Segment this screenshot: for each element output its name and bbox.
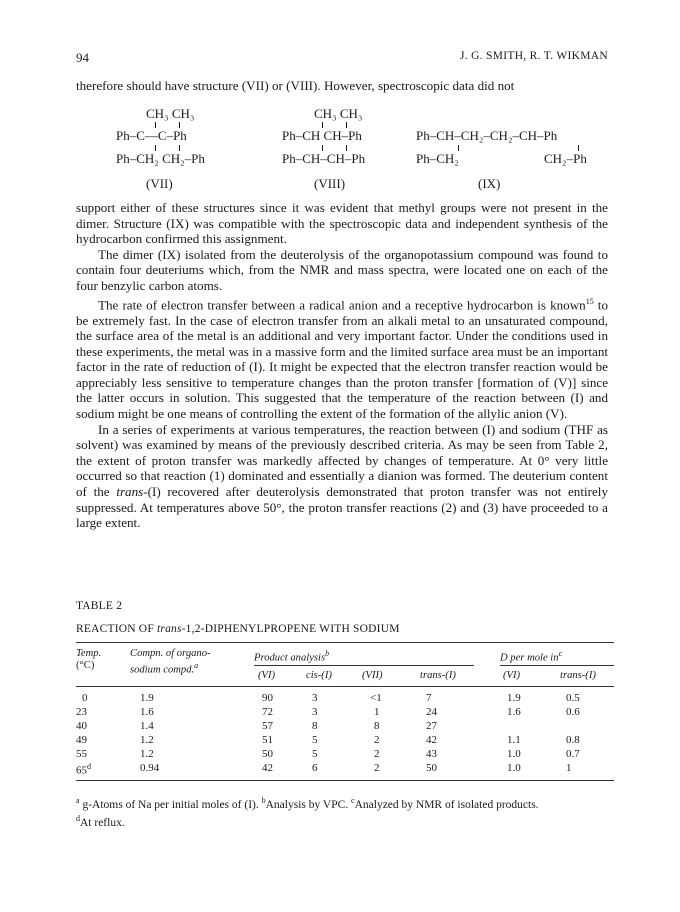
formula-vii-line-2: Ph–CH₂ CH₂–Ph bbox=[116, 151, 205, 166]
header-compn-2-text: sodium compd. bbox=[130, 664, 195, 676]
cell-temp: 55 bbox=[76, 748, 87, 760]
paragraph-4-text-a: In a series of experiments at various temperatures, the reaction between (I) and sodium (THF as solvent) was examined by means of the previously described criteria. As may be seen from Table 2, the extent of proton transfer was markedly affected by changes of temperature. At 0° very little occurred so that reaction (1) dominated and essentially a dianion was formed. The deuterium content of the bbox=[76, 421, 608, 500]
page-header bbox=[76, 50, 608, 68]
formula-viii-line-1: Ph–CH CH–Ph bbox=[282, 128, 362, 143]
cell-compn: 1.2 bbox=[140, 734, 154, 746]
formula-ix-line-1: Ph–CH–CH₂–CH₂–CH–Ph bbox=[416, 128, 558, 143]
table-top-rule bbox=[76, 642, 614, 643]
cell-temp: 40 bbox=[76, 720, 87, 732]
page-number: 94 bbox=[76, 50, 89, 65]
paragraph-4-trans: trans- bbox=[116, 484, 148, 500]
cell-trans: 50 bbox=[426, 762, 437, 774]
paragraph-1: support either of these structures since it was evident that methyl groups were not present in the dimer. Structure (IX) was compatible with the spectroscopic data and independent synthesis of the hydrocarbon confirmed this assignment. bbox=[76, 200, 608, 247]
d-subrule bbox=[500, 665, 614, 666]
footnote-c: Analyzed by NMR of isolated products. bbox=[354, 798, 539, 811]
footnote-a: g-Atoms of Na per initial moles of (I). bbox=[79, 798, 262, 811]
cell-d-trans: 0.7 bbox=[566, 748, 580, 760]
cell-vi: 57 bbox=[262, 720, 273, 732]
header-d-vi: (VI) bbox=[503, 670, 521, 681]
header-compn-1: Compn. of organo- bbox=[130, 648, 211, 659]
formula-vii-methyls: CH₃ CH₃ bbox=[146, 106, 195, 121]
header-d-footnote: c bbox=[558, 649, 563, 658]
cell-temp: 0 bbox=[82, 692, 88, 704]
cell-d-vi: 1.0 bbox=[507, 748, 521, 760]
cell-cis: 5 bbox=[312, 748, 318, 760]
cell-trans: 42 bbox=[426, 734, 437, 746]
header-temp: Temp. bbox=[76, 648, 102, 659]
cell-trans: 27 bbox=[426, 720, 437, 732]
cell-vi: 72 bbox=[262, 706, 273, 718]
cell-vii: 1 bbox=[374, 706, 380, 718]
cell-compn: 1.9 bbox=[140, 692, 154, 704]
product-subrule bbox=[254, 665, 474, 666]
cell-d-trans: 0.5 bbox=[566, 692, 580, 704]
cell-vi: 50 bbox=[262, 748, 273, 760]
cell-d-vi: 1.6 bbox=[507, 706, 521, 718]
cell-compn: 1.6 bbox=[140, 706, 154, 718]
footnote-c-mark: c bbox=[351, 796, 355, 805]
table-footnotes bbox=[76, 794, 616, 830]
paragraph-3-text-a: The rate of electron transfer between a radical anion and a receptive hydrocarbon is known bbox=[98, 296, 586, 312]
cell-cis: 6 bbox=[312, 762, 318, 774]
cell-temp: 49 bbox=[76, 734, 87, 746]
cell-d-trans: 1 bbox=[566, 762, 572, 774]
cell-vii: <1 bbox=[370, 692, 382, 704]
table-caption-b: -1,2-DIPHENYLPROPENE WITH SODIUM bbox=[181, 623, 400, 635]
cell-vii: 2 bbox=[374, 734, 380, 746]
paragraph-4 bbox=[76, 422, 608, 531]
table-number: TABLE 2 bbox=[76, 600, 123, 612]
structural-formulas bbox=[76, 104, 608, 200]
cell-trans: 43 bbox=[426, 748, 437, 760]
main-text bbox=[76, 200, 608, 531]
cell-cis: 8 bbox=[312, 720, 318, 732]
cell-compn: 1.4 bbox=[140, 720, 154, 732]
header-d-per-mole bbox=[500, 648, 562, 665]
table-header-rule bbox=[76, 686, 614, 687]
footnote-a-mark: a bbox=[76, 796, 80, 805]
cell-compn: 1.2 bbox=[140, 748, 154, 760]
header-product-text: Product analysis bbox=[254, 652, 326, 664]
formula-viii-line-2: Ph–CH–CH–Ph bbox=[282, 151, 366, 166]
cell-trans: 24 bbox=[426, 706, 437, 718]
cell-cis: 5 bbox=[312, 734, 318, 746]
table-caption-trans: trans bbox=[157, 623, 182, 635]
footnote-b: Analysis by VPC. bbox=[265, 798, 352, 811]
cell-cis: 3 bbox=[312, 706, 318, 718]
paragraph-intro bbox=[76, 78, 608, 94]
table-caption bbox=[76, 623, 400, 635]
footnote-b-mark: b bbox=[261, 796, 266, 805]
paragraph-3-text-b: to be extremely fast. In the case of electron transfer from an alkali metal to an unsaturated compound, the surface area of the metal is an additional and very important factor. Under the conditions used in these experiments, the metal was in a massive form and the limited surface area must be an important factor in the rate of reduction of (I). It might be expected that the electron transfer reaction would be appreciably less sensitive to temperature changes than the proton transfer [formation of (V)] since the latter occurs in solution. This suggested that the temperature of the reaction between (I) and sodium might be one means of controlling the extent of the formation of the allylic anion (V). bbox=[76, 296, 608, 422]
formula-viii-methyls: CH₃ CH₃ bbox=[314, 106, 363, 121]
cell-trans: 7 bbox=[426, 692, 432, 704]
cell-d-vi: 1.0 bbox=[507, 762, 521, 774]
paragraph-2: The dimer (IX) isolated from the deuterolysis of the organopotassium compound was found to contain four deuteriums which, from the NMR and mass spectra, were located one on each of the four benzylic carbon atoms. bbox=[76, 246, 608, 293]
footnote-d-mark: d bbox=[76, 813, 80, 823]
formula-viii-label: (VIII) bbox=[314, 176, 346, 191]
formula-vii-label: (VII) bbox=[146, 176, 173, 191]
paragraph-3 bbox=[76, 294, 608, 422]
formula-ix-line-2b: CH₂–Ph bbox=[544, 151, 587, 166]
cell-temp-value: 65 bbox=[76, 764, 87, 777]
formula-vii-line-1: Ph–C—C–Ph bbox=[116, 128, 187, 143]
cell-d-trans: 0.8 bbox=[566, 734, 580, 746]
running-head: J. G. SMITH, R. T. WIKMAN bbox=[459, 50, 608, 62]
cell-temp bbox=[76, 762, 91, 777]
cell-d-vi: 1.1 bbox=[507, 734, 521, 746]
cell-cis: 3 bbox=[312, 692, 318, 704]
paragraph-0: therefore should have structure (VII) or (VIII). However, spectroscopic data did not bbox=[76, 78, 515, 93]
header-product bbox=[254, 648, 329, 665]
header-temp-unit: (°C) bbox=[76, 660, 95, 671]
header-d-trans: trans-(I) bbox=[560, 670, 596, 681]
header-compn-2 bbox=[130, 660, 198, 677]
header-d-text: D per mole in bbox=[500, 652, 559, 664]
cell-vii: 2 bbox=[374, 748, 380, 760]
reference-marker: 15 bbox=[585, 296, 594, 306]
header-compn-footnote: a bbox=[194, 661, 199, 670]
cell-vii: 2 bbox=[374, 762, 380, 774]
footnote-d: At reflux. bbox=[80, 816, 125, 829]
cell-vi: 90 bbox=[262, 692, 273, 704]
cell-vii: 8 bbox=[374, 720, 380, 732]
formula-ix-line-2a: Ph–CH₂ bbox=[416, 151, 459, 166]
cell-vi: 42 bbox=[262, 762, 273, 774]
cell-vi: 51 bbox=[262, 734, 273, 746]
formula-ix-label: (IX) bbox=[478, 176, 501, 191]
cell-temp: 23 bbox=[76, 706, 87, 718]
cell-compn: 0.94 bbox=[140, 762, 160, 774]
table-bottom-rule bbox=[76, 780, 614, 781]
paragraph-4-text-b: (I) recovered after deuterolysis demonstrated that proton transfer was not entirely suppressed. At temperatures above 50°, the proton transfer reactions (2) and (3) have proceeded to a large extent. bbox=[76, 484, 608, 531]
cell-d-vi: 1.9 bbox=[507, 692, 521, 704]
cell-d-trans: 0.6 bbox=[566, 706, 580, 718]
header-vi: (VI) bbox=[258, 670, 276, 681]
cell-temp-footnote: d bbox=[87, 762, 91, 771]
header-cis: cis-(I) bbox=[306, 670, 332, 681]
header-product-footnote: b bbox=[325, 649, 330, 658]
table-caption-a: REACTION OF bbox=[76, 623, 157, 635]
header-trans: trans-(I) bbox=[420, 670, 456, 681]
header-vii: (VII) bbox=[362, 670, 383, 681]
